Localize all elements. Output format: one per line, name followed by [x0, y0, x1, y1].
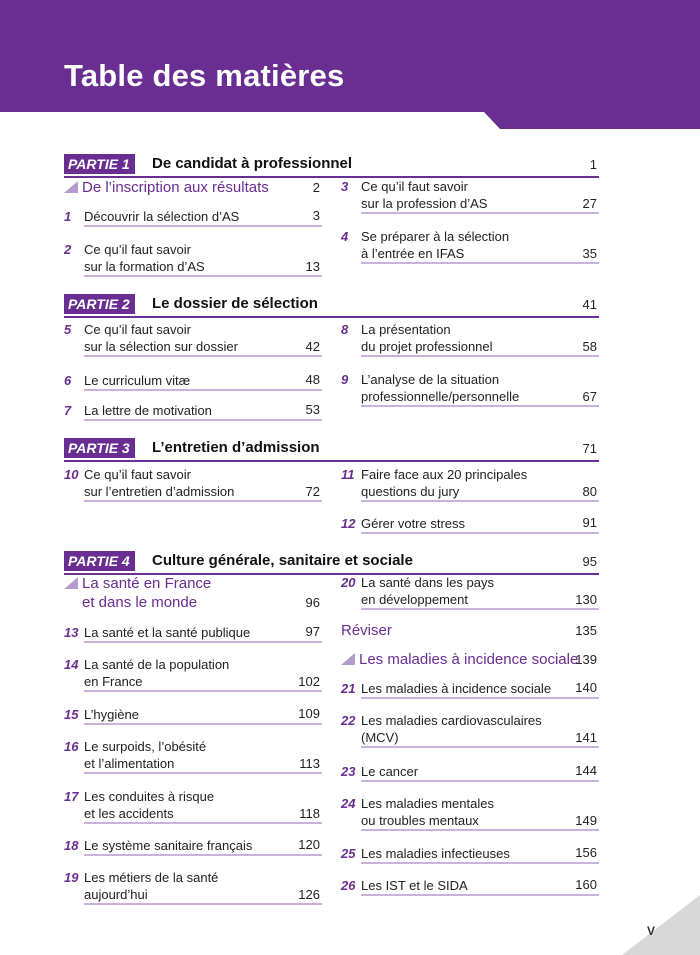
chapter-page: 80: [582, 484, 597, 499]
part-label: PARTIE 4: [64, 551, 135, 571]
chapter-number: 7: [64, 403, 72, 418]
page-corner: [622, 895, 700, 955]
toc-entry[interactable]: [341, 515, 599, 533]
chapter-title-line: Le surpoids, l’obésité: [84, 739, 207, 754]
chapter-number: 22: [341, 713, 356, 728]
toc-entry[interactable]: [64, 869, 322, 905]
chapter-title-line: Le système sanitaire français: [84, 837, 322, 856]
chapter-number: 13: [64, 625, 79, 640]
chapter-title-line: Se préparer à la sélection: [361, 229, 510, 244]
chapter-page: 97: [305, 624, 320, 639]
theme-line: De l’inscription aux résultats: [82, 179, 269, 196]
chapter-title-line: et les accidents: [84, 805, 322, 824]
chapter-number: 14: [64, 657, 79, 672]
toc-entry[interactable]: [341, 574, 599, 610]
theme-line: et dans le monde: [82, 594, 198, 611]
chapter-title-line: La présentation: [361, 322, 451, 337]
page-folio: V: [647, 924, 656, 938]
chapter-number: 12: [341, 516, 356, 531]
chapter-page: 140: [575, 680, 597, 695]
toc-entry[interactable]: [341, 712, 599, 748]
chapter-number: 15: [64, 707, 79, 722]
chapter-title-line: Ce qu’il faut savoir: [84, 242, 191, 257]
chapter-title-line: Ce qu’il faut savoir: [84, 322, 191, 337]
theme-line: La santé en France: [82, 575, 212, 592]
chapter-title-line: La santé de la population: [84, 657, 230, 672]
toc-entry[interactable]: [341, 321, 599, 357]
toc-entry[interactable]: [64, 706, 322, 724]
part-label: PARTIE 1: [64, 154, 135, 174]
chapter-title-line: ou troubles mentaux: [361, 812, 599, 831]
reviser-label: Réviser: [341, 622, 392, 639]
part-title: Culture générale, sanitaire et sociale: [152, 552, 413, 569]
chapter-number: 16: [64, 739, 79, 754]
part-title: L’entretien d’admission: [152, 439, 320, 456]
toc-entry[interactable]: [64, 466, 322, 502]
toc-entry[interactable]: [64, 402, 322, 420]
chapter-number: 11: [341, 467, 355, 482]
chapter-title-line: sur la sélection sur dossier: [84, 338, 322, 357]
toc-entry[interactable]: [64, 738, 322, 774]
chapter-title-line: sur la formation d’AS: [84, 258, 322, 277]
chapter-number: 17: [64, 789, 79, 804]
triangle-marker-icon: [341, 653, 355, 665]
chapter-number: 2: [64, 242, 72, 257]
triangle-marker-icon: [64, 181, 78, 193]
chapter-title-line: L’analyse de la situation: [361, 372, 500, 387]
chapter-title-line: Gérer votre stress: [361, 515, 599, 534]
part-1-header[interactable]: [64, 154, 599, 178]
part-3-header[interactable]: [64, 438, 599, 462]
chapter-number: 20: [341, 575, 356, 590]
chapter-number: 19: [64, 870, 79, 885]
chapter-number: 5: [64, 322, 72, 337]
chapter-title-line: L’hygiène: [84, 706, 322, 725]
chapter-title-line: Le curriculum vitæ: [84, 372, 322, 391]
theme-page: 2: [312, 180, 320, 195]
chapter-number: 25: [341, 846, 356, 861]
chapter-title-line: Les conduites à risque: [84, 789, 215, 804]
chapter-number: 9: [341, 372, 349, 387]
part-title: Le dossier de sélection: [152, 295, 318, 312]
chapter-title-line: Les IST et le SIDA: [361, 877, 599, 896]
chapter-page: 27: [582, 196, 597, 211]
toc-entry[interactable]: [341, 845, 599, 863]
chapter-page: 141: [575, 730, 597, 745]
chapter-title-line: Les maladies cardiovasculaires: [361, 713, 542, 728]
toc-entry[interactable]: [341, 371, 599, 407]
toc-entry[interactable]: [341, 680, 599, 698]
chapter-number: 23: [341, 764, 356, 779]
chapter-number: 1: [64, 209, 72, 224]
chapter-number: 6: [64, 373, 72, 388]
chapter-title-line: Les maladies infectieuses: [361, 845, 599, 864]
chapter-page: 118: [299, 806, 320, 821]
chapter-title-line: La santé dans les pays: [361, 575, 494, 590]
chapter-title-line: en développement: [361, 591, 599, 610]
toc-entry[interactable]: [64, 321, 322, 357]
chapter-number: 10: [64, 467, 79, 482]
chapter-page: 149: [575, 813, 597, 828]
toc-entry[interactable]: [341, 466, 599, 502]
reviser-page: 135: [575, 623, 597, 638]
toc-entry[interactable]: [64, 372, 322, 390]
toc-entry[interactable]: [64, 208, 322, 226]
chapter-title-line: Faire face aux 20 principales: [361, 467, 528, 482]
toc-entry[interactable]: [64, 837, 322, 855]
chapter-number: 3: [341, 179, 349, 194]
toc-entry[interactable]: [341, 795, 599, 831]
theme-entry[interactable]: [341, 650, 599, 669]
theme-entry[interactable]: [64, 574, 322, 612]
chapter-title-line: à l’entrée en IFAS: [361, 245, 599, 264]
chapter-title-line: professionnelle/personnelle: [361, 388, 599, 407]
chapter-page: 113: [299, 756, 320, 771]
chapter-title-line: aujourd’hui: [84, 886, 322, 905]
chapter-title-line: (MCV): [361, 729, 599, 748]
triangle-marker-icon: [64, 577, 78, 589]
chapter-number: 26: [341, 878, 356, 893]
chapter-title-line: du projet professionnel: [361, 338, 599, 357]
chapter-number: 8: [341, 322, 349, 337]
chapter-number: 4: [341, 229, 349, 244]
chapter-page: 91: [582, 515, 597, 530]
chapter-page: 130: [575, 592, 597, 607]
part-page: 71: [582, 441, 597, 456]
chapter-title-line: Les maladies à incidence sociale: [361, 680, 599, 699]
chapter-title-line: La lettre de motivation: [84, 402, 322, 421]
theme-entry[interactable]: [64, 178, 322, 197]
chapter-page: 120: [298, 837, 320, 852]
chapter-title-line: sur l’entretien d’admission: [84, 483, 322, 502]
chapter-title-line: Ce qu’il faut savoir: [84, 467, 191, 482]
chapter-page: 160: [575, 877, 597, 892]
theme-line: Les maladies à incidence sociale: [359, 651, 579, 668]
chapter-page: 53: [305, 402, 320, 417]
theme-page: 96: [305, 595, 320, 610]
part-title: De candidat à professionnel: [152, 155, 353, 172]
chapter-title-line: Le cancer: [361, 763, 599, 782]
chapter-title-line: Ce qu’il faut savoir: [361, 179, 468, 194]
toc-entry[interactable]: [341, 178, 599, 214]
chapter-page: 58: [582, 339, 597, 354]
chapter-number: 24: [341, 796, 356, 811]
chapter-title-line: en France: [84, 673, 322, 692]
theme-page: 139: [575, 652, 597, 667]
toc-entry[interactable]: [64, 788, 322, 824]
chapter-page: 102: [298, 674, 320, 689]
toc-entry[interactable]: [64, 624, 322, 642]
chapter-title-line: Les maladies mentales: [361, 796, 494, 811]
chapter-page: 42: [305, 339, 320, 354]
chapter-title-line: questions du jury: [361, 483, 599, 502]
part-4-header[interactable]: [64, 551, 599, 575]
chapter-title-line: La santé et la santé publique: [84, 624, 322, 643]
part-label: PARTIE 2: [64, 294, 135, 314]
chapter-title-line: Les métiers de la santé: [84, 870, 219, 885]
chapter-title-line: Découvrir la sélection d’AS: [84, 208, 322, 227]
chapter-page: 35: [582, 246, 597, 261]
reviser-entry[interactable]: [341, 622, 599, 641]
toc-entry[interactable]: [341, 877, 599, 895]
chapter-page: 48: [305, 372, 320, 387]
chapter-page: 67: [582, 389, 597, 404]
chapter-page: 144: [575, 763, 597, 778]
toc-entry[interactable]: [64, 241, 322, 277]
chapter-page: 156: [575, 845, 597, 860]
part-page: 41: [582, 297, 597, 312]
page-title: Table des matières: [64, 58, 345, 93]
chapter-page: 109: [298, 706, 320, 721]
chapter-page: 126: [298, 887, 320, 902]
part-page: 1: [589, 157, 597, 172]
chapter-number: 21: [341, 681, 356, 696]
part-page: 95: [582, 554, 597, 569]
toc-entry[interactable]: [341, 228, 599, 264]
chapter-page: 3: [312, 208, 320, 223]
chapter-title-line: et l’alimentation: [84, 755, 322, 774]
part-2-header[interactable]: [64, 294, 599, 318]
toc-entry[interactable]: [64, 656, 322, 692]
chapter-page: 13: [305, 259, 320, 274]
chapter-page: 72: [305, 484, 320, 499]
chapter-number: 18: [64, 838, 79, 853]
part-label: PARTIE 3: [64, 438, 135, 458]
toc-entry[interactable]: [341, 763, 599, 781]
chapter-title-line: sur la profession d’AS: [361, 195, 599, 214]
